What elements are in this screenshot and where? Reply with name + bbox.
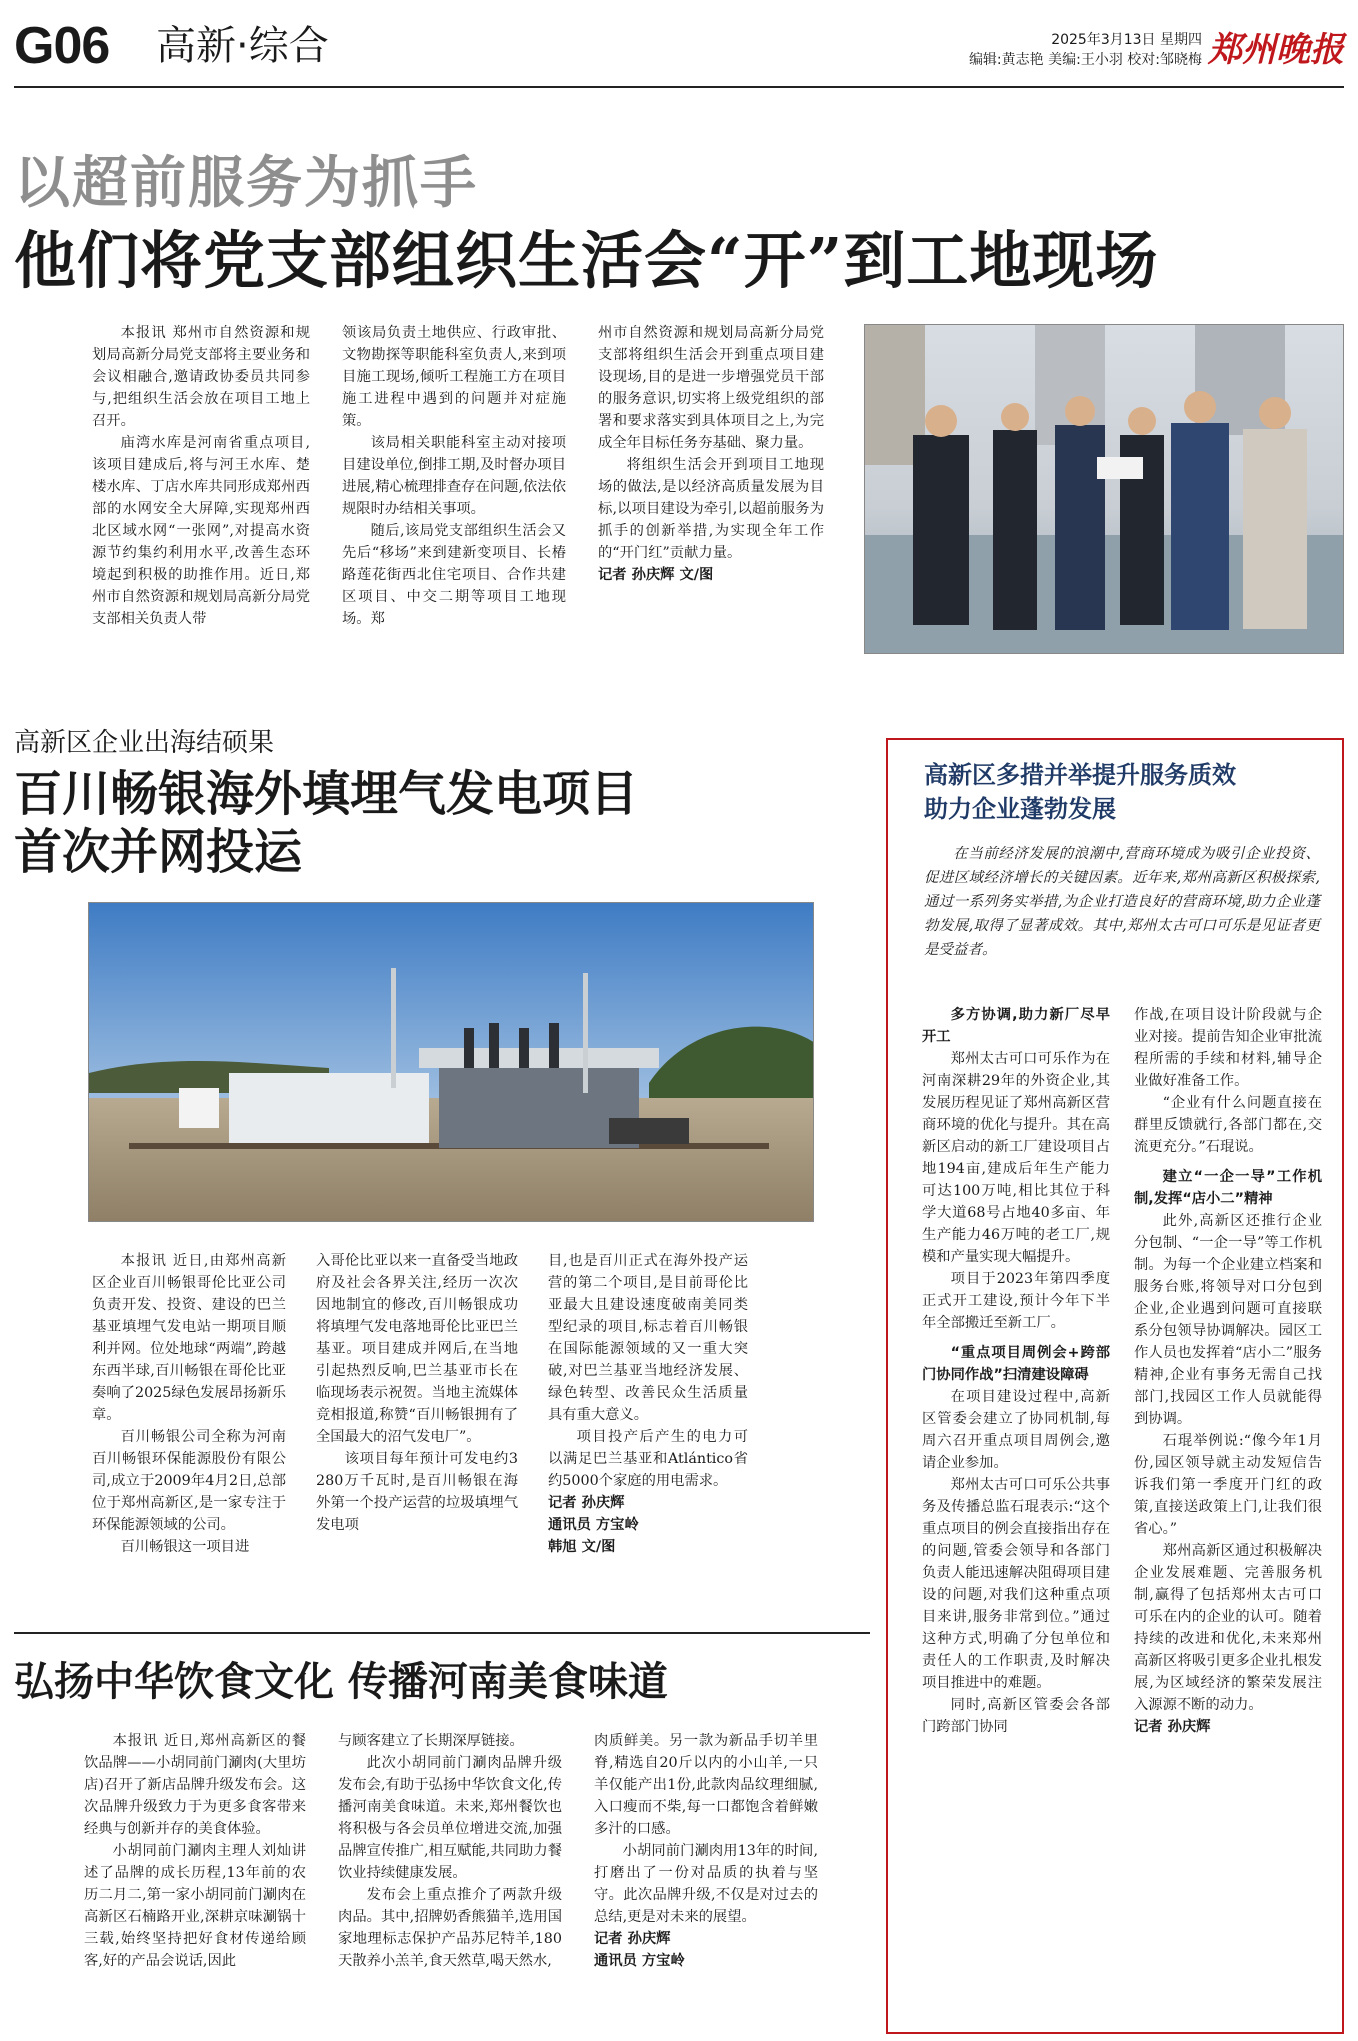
subheading: 建立“一企一导”工作机制,发挥“店小二”精神: [1134, 1169, 1322, 1207]
paragraph: 郑州高新区通过积极解决企业发展难题、完善服务机制,赢得了包括郑州太古可口可乐在内的企业的认可。随着持续的改进和优化,未来郑州高新区将吸引更多企业扎根发展,为区域经济的繁荣发展注入源源不断的动力。: [1134, 1543, 1322, 1713]
subheading: 多方协调,助力新厂尽早开工: [922, 1007, 1110, 1045]
paragraph: 项目投产后产生的电力可以满足巴兰基亚和Atlántico省约5000个家庭的用电需求。: [548, 1429, 748, 1489]
article2-credit-correspondent: 通讯员 方宝岭: [548, 1517, 639, 1533]
paragraph: 入哥伦比亚以来一直备受当地政府及社会各界关注,经历一次次因地制宜的修改,百川畅银成功将填埋气发电落地哥伦比亚巴兰基亚。项目建成并网后,在当地引起热烈反响,巴兰基亚市长在临现场表示祝贺。当地主流媒体竞相报道,称赞“百川畅银拥有了全国最大的沼气发电厂”。: [316, 1253, 518, 1445]
paragraph: 与顾客建立了长期深厚链接。: [338, 1733, 524, 1749]
article3-col3: [594, 1730, 818, 2030]
paragraph: 此次小胡同前门涮肉品牌升级发布会,有助于弘扬中华饮食文化,传播河南美食味道。未来,郑州餐饮也将积极与各会员单位增进交流,加强品牌宣传推广,相互赋能,共同助力餐饮业持续健康发展。: [338, 1755, 562, 1881]
article1-headline: 他们将党支部组织生活会“开”到工地现场: [14, 224, 1159, 297]
article1-col1: [92, 322, 310, 662]
article3-credit-correspondent: 通讯员 方宝岭: [594, 1953, 685, 1969]
paragraph: 该局相关职能科室主动对接项目建设单位,倒排工期,及时督办项目进展,精心梳理排查存在问题,依法依规限时办结相关事项。: [342, 435, 566, 517]
section-title: 高新·综合: [156, 23, 329, 69]
site-meeting-photo: [865, 325, 1344, 654]
header-rule: [14, 86, 1344, 88]
article1-kicker: 以超前服务为抓手: [14, 150, 478, 216]
article1-col2: [342, 322, 566, 662]
paragraph: 此外,高新区还推行企业分包制、“一企一导”等工作机制。为每一个企业建立档案和服务台账,将领导对口分包到企业,企业遇到问题可直接联系分包领导协调解决。园区工作人员也发挥着“店小二”服务精神,企业有事务无需自己找部门,找园区工作人员就能得到协调。: [1134, 1213, 1322, 1427]
paragraph: “企业有什么问题直接在群里反馈就行,各部门都在,交流更充分。”石琨说。: [1134, 1095, 1322, 1155]
article4-headline-line1: 高新区多措并举提升服务质效: [924, 761, 1236, 789]
article4-col2: [1134, 1004, 1322, 2014]
article2-photo: [88, 902, 814, 1222]
paragraph: 肉质鲜美。另一款为新品手切羊里脊,精选自20斤以内的小山羊,一只羊仅能产出1份,此款肉品纹理细腻,入口瘦而不柴,每一口都饱含着鲜嫩多汁的口感。: [594, 1733, 818, 1837]
paragraph: 随后,该局党支部组织生活会又先后“移场”来到建新变项目、长椿路莲花街西北住宅项目、合作共建区项目、中交二期等项目工地现场。郑: [342, 523, 566, 627]
article2-headline: [14, 766, 638, 881]
article1-credit: 记者 孙庆辉 文/图: [598, 567, 714, 583]
paragraph: 郑州太古可口可乐作为在河南深耕29年的外资企业,其发展历程见证了郑州高新区营商环境的优化与提升。其在高新区启动的新工厂建设项目占地194亩,建成后年生产能力可达100万吨,相比其位于科学大道68号占地40多亩、年生产能力46万吨的老工厂,规模和产量实现大幅提升。: [922, 1051, 1110, 1265]
paragraph: 本报讯 郑州市自然资源和规划局高新分局党支部将主要业务和会议相融合,邀请政协委员共同参与,把组织生活会放在项目工地上召开。: [92, 325, 310, 429]
issue-date: 2025年3月13日 星期四: [1051, 32, 1202, 48]
newspaper-logo: 郑州晚报: [1208, 30, 1344, 70]
intro-paragraph: 在当前经济发展的浪潮中,营商环境成为吸引企业投资、促进区域经济增长的关键因素。近年来,郑州高新区积极探索,通过一系列务实举措,为企业打造良好的营商环境,助力企业蓬勃发展,取得了显著成效。其中,郑州太古可口可乐是见证者更是受益者。: [924, 846, 1320, 958]
paragraph: 郑州太古可口可乐公共事务及传播总监石琨表示:“这个重点项目的例会直接指出存在的问题,管委会领导和各部门负责人能迅速解决阻碍项目建设的问题,对我们这种重点项目来讲,服务非常到位。”通过这种方式,明确了分包单位和责任人的工作职责,及时解决项目推进中的难题。: [922, 1477, 1110, 1691]
paragraph: 领该局负责土地供应、行政审批、文物勘探等职能科室负责人,来到项目施工现场,倾听工程施工方在项目施工进程中遇到的问题并对症施策。: [342, 325, 566, 429]
paragraph: 石琨举例说:“像今年1月份,园区领导就主动发短信告诉我们第一季度开门红的政策,直接送政策上门,让我们很省心。”: [1134, 1433, 1322, 1537]
paragraph: 将组织生活会开到项目工地现场的做法,是以经济高质量发展为目标,以项目建设为牵引,以超前服务为抓手的创新举措,为实现全年工作的“开门红”贡献力量。: [598, 457, 824, 561]
paragraph: 本报讯 近日,由郑州高新区企业百川畅银哥伦比亚公司负责开发、投资、建设的巴兰基亚填埋气发电站一期项目顺利并网。位处地球“两端”,跨越东西半球,百川畅银在哥伦比亚奏响了2025绿色发展昂扬新乐章。: [92, 1253, 286, 1423]
article1-col3: [598, 322, 824, 662]
article4-credit: 记者 孙庆辉: [1134, 1719, 1211, 1735]
article4-headline-line2: 助力企业蓬勃发展: [924, 795, 1116, 823]
article3-col2: [338, 1730, 562, 2030]
article2-col1: [92, 1250, 286, 1614]
article3-col1: [84, 1730, 306, 2030]
article3-headline: 弘扬中华饮食文化 传播河南美食味道: [14, 1658, 668, 1705]
power-plant-photo: [89, 903, 814, 1222]
paragraph: 作战,在项目设计阶段就与企业对接。提前告知企业审批流程所需的手续和材料,辅导企业做好准备工作。: [1134, 1007, 1322, 1089]
editor-credits: 编辑:黄志艳 美编:王小羽 校对:邹晓梅: [968, 52, 1202, 68]
paragraph: 本报讯 近日,郑州高新区的餐饮品牌——小胡同前门涮肉(大里坊店)召开了新店品牌升级发布会。这次品牌升级致力于为更多食客带来经典与创新并存的美食体验。: [84, 1733, 306, 1837]
article2-headline-line1: 百川畅银海外填埋气发电项目: [14, 766, 639, 822]
page-number: G06: [14, 17, 110, 75]
paragraph: 百川畅银这一项目进: [120, 1539, 250, 1555]
article2-kicker: 高新区企业出海结硕果: [14, 728, 275, 758]
article2-headline-line2: 首次并网投运: [14, 823, 303, 880]
subheading: “重点项目周例会+跨部门协同作战”扫清建设障碍: [922, 1345, 1110, 1383]
article2-col2: [316, 1250, 518, 1614]
article4-col1: [922, 1004, 1110, 2014]
article2-credit-photo: 韩旭 文/图: [548, 1539, 616, 1555]
article4-intro: [924, 842, 1320, 962]
section-rule: [14, 1632, 870, 1634]
paragraph: 在项目建设过程中,高新区管委会建立了协同机制,每周六召开重点项目周例会,邀请企业参加。: [922, 1389, 1110, 1471]
paragraph: 发布会上重点推介了两款升级肉品。其中,招牌奶香熊猫羊,选用国家地理标志保护产品苏尼特羊,180天散养小羔羊,食天然草,喝天然水,: [338, 1887, 562, 1969]
paragraph: 州市自然资源和规划局高新分局党支部将组织生活会开到重点项目建设现场,目的是进一步增强党员干部的服务意识,切实将上级党组织的部署和要求落实到具体项目之上,为完成全年目标任务夯基础、聚力量。: [598, 325, 824, 451]
article3-credit-reporter: 记者 孙庆辉: [594, 1931, 671, 1947]
article4-headline: [924, 758, 1236, 826]
paragraph: 小胡同前门涮肉用13年的时间,打磨出了一份对品质的执着与坚守。此次品牌升级,不仅是对过去的总结,更是对未来的展望。: [594, 1843, 818, 1925]
paragraph: 庙湾水库是河南省重点项目,该项目建成后,将与河王水库、楚楼水库、丁店水库共同形成郑州西部的水网安全大屏障,实现郑州西北区域水网“一张网”,对提高水资源节约集约利用水平,改善生态环境起到积极的助推作用。近日,郑州市自然资源和规划局高新分局党支部相关负责人带: [92, 435, 310, 627]
article1-photo: [864, 324, 1344, 654]
paragraph: 该项目每年预计可发电约3280万千瓦时,是百川畅银在海外第一个投产运营的垃圾填埋气发电项: [316, 1451, 518, 1533]
paragraph: 项目于2023年第四季度正式开工建设,预计今年下半年全部搬迁至新工厂。: [922, 1271, 1110, 1331]
article2-col3: [548, 1250, 748, 1614]
paragraph: 百川畅银公司全称为河南百川畅银环保能源股份有限公司,成立于2009年4月2日,总部位于郑州高新区,是一家专注于环保能源领域的公司。: [92, 1429, 286, 1533]
paragraph: 同时,高新区管委会各部门跨部门协同: [922, 1697, 1110, 1735]
paragraph: 小胡同前门涮肉主理人刘灿讲述了品牌的成长历程,13年前的农历二月二,第一家小胡同前门涮肉在高新区石楠路开业,深耕京味涮锅十三载,始终坚持把好食材传递给顾客,好的产品会说话,因此: [84, 1843, 306, 1969]
paragraph: 目,也是百川正式在海外投产运营的第二个项目,是目前哥伦比亚最大且建设速度破南美同类型纪录的项目,标志着百川畅银在国际能源领域的又一重大突破,对巴兰基亚当地经济发展、绿色转型、改善民众生活质量具有重大意义。: [548, 1253, 748, 1423]
article2-credit-reporter: 记者 孙庆辉: [548, 1495, 625, 1511]
